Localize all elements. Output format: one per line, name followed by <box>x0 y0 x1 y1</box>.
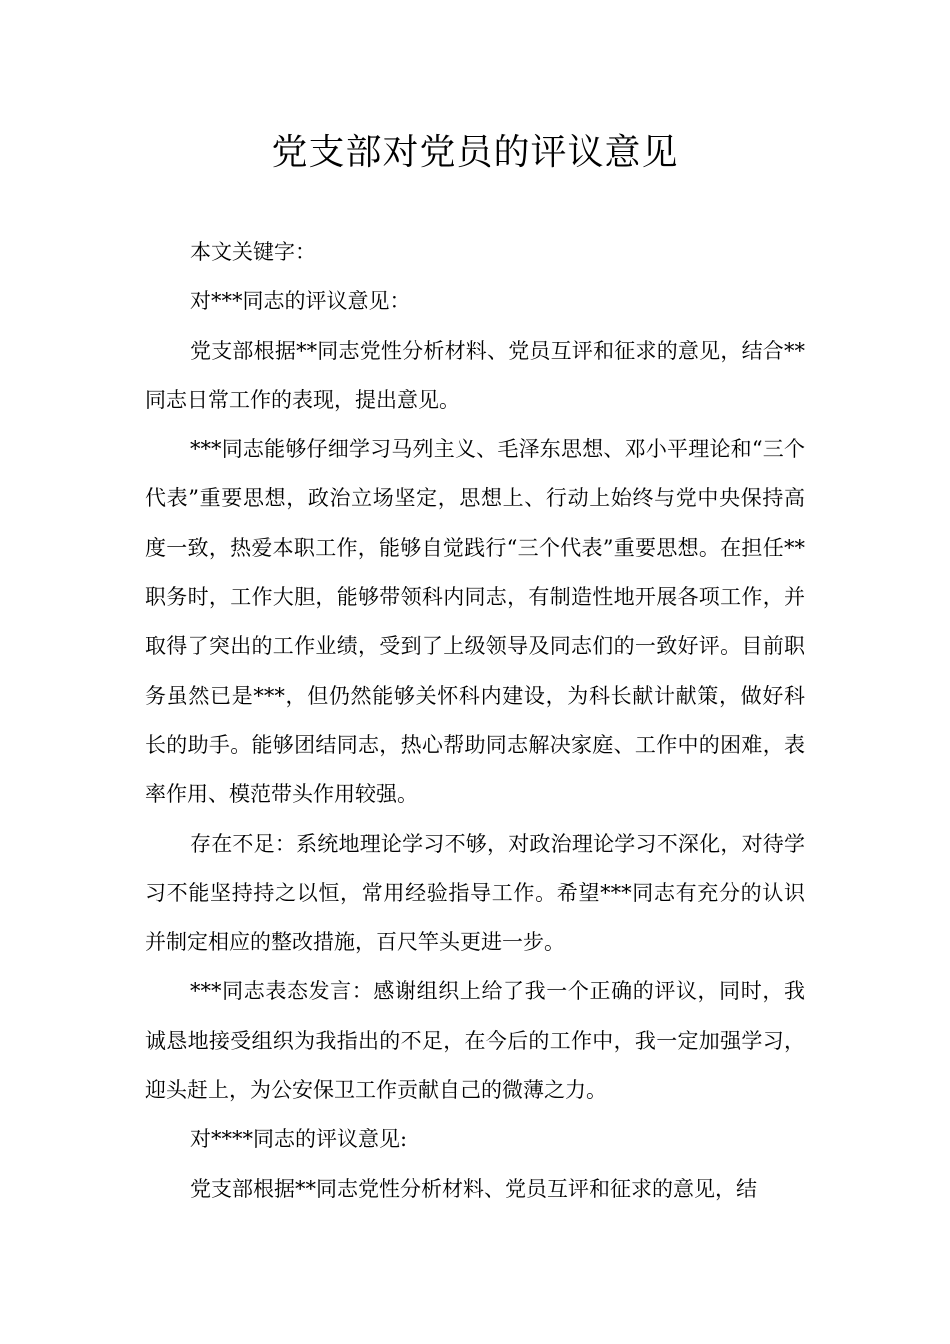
document-title: 党支部对党员的评议意见 <box>271 132 679 173</box>
paragraph-intro-1: 党支部根据**同志党性分析材料、党员互评和征求的意见，结合**同志日常工作的表现，提出意见。 <box>145 338 805 412</box>
paragraph-heading-2: 对****同志的评议意见: <box>190 1127 408 1152</box>
paragraph-intro-2: 党支部根据**同志党性分析材料、党员互评和征求的意见，结 <box>190 1176 757 1201</box>
paragraph-statement: ***同志表态发言：感谢组织上给了我一个正确的评议，同时，我诚恳地接受组织为我指出的不足，在今后的工作中，我一定加强学习，迎头赶上，为公安保卫工作贡献自己的微薄之力。 <box>145 979 805 1103</box>
document-body <box>145 228 805 1214</box>
paragraph-keywords: 本文关键字： <box>190 240 316 264</box>
paragraph-shortcomings: 存在不足：系统地理论学习不够，对政治理论学习不深化，对待学习不能坚持持之以恒，常用经验指导工作。希望***同志有充分的认识并制定相应的整改措施，百尺竿头更进一步。 <box>145 831 805 955</box>
paragraph-heading-1: 对***同志的评议意见： <box>190 289 411 314</box>
paragraph-evaluation: ***同志能够仔细学习马列主义、毛泽东思想、邓小平理论和“三个代表”重要思想，政治立场坚定，思想上、行动上始终与党中央保持高度一致，热爱本职工作，能够自觉践行“三个代表”重要思想。在担任**职务时，工作大胆，能够带领科内同志，有制造性地开展各项工作，并取得了突出的工作业绩，受到了上级领导及同志们的一致好评。目前职务虽然已是***，但仍然能够关怀科内建设，为科长献计献策，做好科长的助手。能够团结同志，热心帮助同志解决家庭、工作中的困难，表率作用、模范带头作用较强。 <box>145 437 805 807</box>
